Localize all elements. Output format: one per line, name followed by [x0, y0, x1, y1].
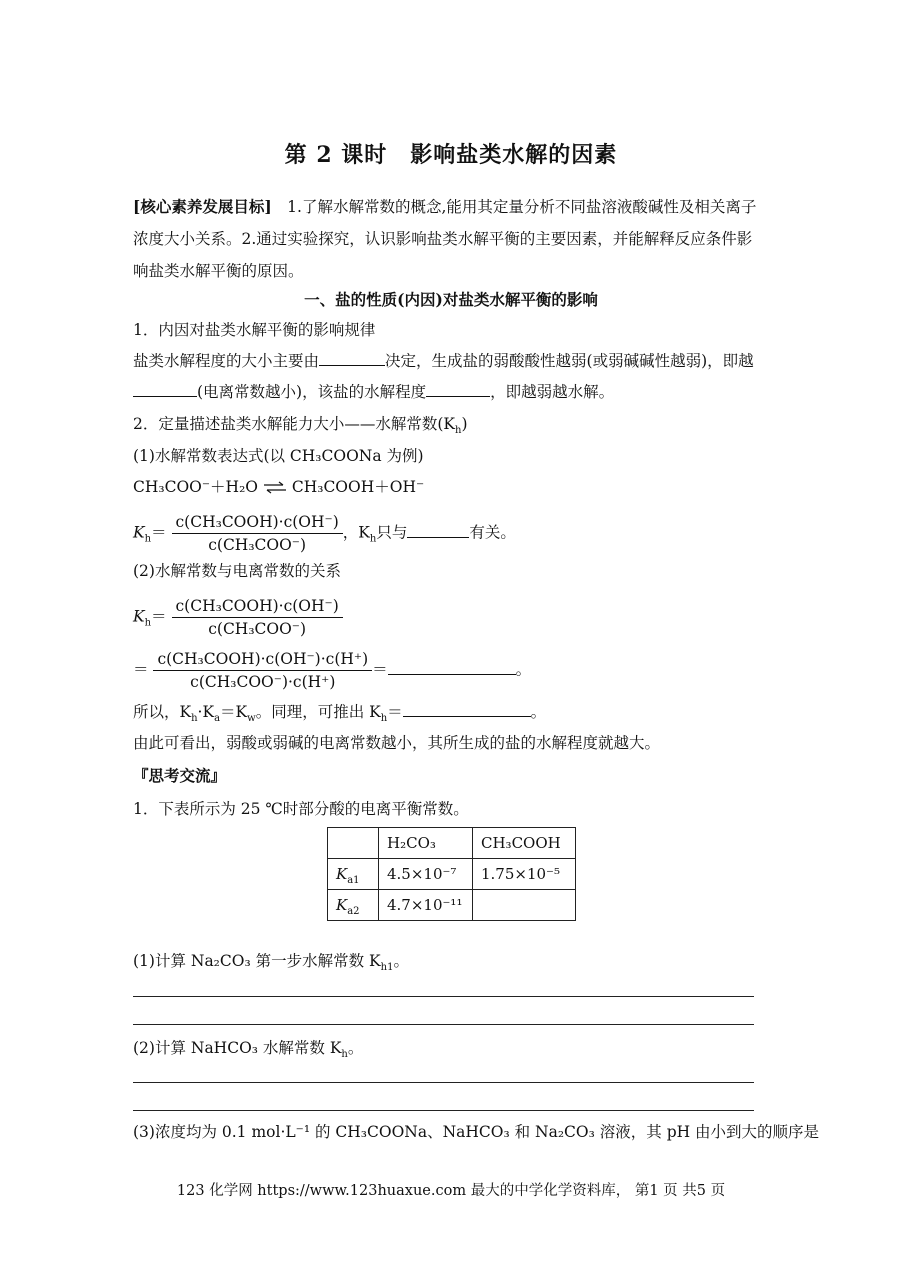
p1-sub: h1 — [380, 962, 394, 974]
kh-symbol: K — [133, 523, 145, 542]
item1-text-b: 决定，生成盐的弱酸酸性越弱(或弱碱碱性越弱)，即越 — [385, 352, 754, 370]
equals-sign: ＝ — [151, 523, 167, 542]
sub-h: h — [191, 713, 198, 725]
kh-fraction-3 — [153, 648, 372, 693]
table-row — [328, 859, 576, 890]
blank-3 — [426, 382, 490, 397]
ka-sub: a2 — [347, 906, 360, 917]
table-row — [328, 890, 576, 921]
equation-right: CH₃COOH＋OH⁻ — [291, 478, 425, 496]
item1-text-c: (电离常数越小)，该盐的水解程度 — [197, 383, 427, 401]
answer-line — [133, 1110, 754, 1111]
goals-line-1 — [133, 197, 756, 217]
blank-5 — [388, 660, 516, 675]
goals-line-3: 响盐类水解平衡的原因。 — [133, 262, 304, 280]
goals-line-2: 浓度大小关系。2.通过实验探究，认识影响盐类水解平衡的主要因素，并能解释反应条件影 — [133, 230, 753, 248]
table-row-label — [328, 890, 379, 921]
table-cell — [473, 890, 576, 921]
table-cell: 4.7×10⁻¹¹ — [379, 890, 473, 921]
kh-only-text-c: 有关。 — [469, 523, 516, 542]
kh-expression-2 — [133, 595, 343, 640]
relation-line — [133, 702, 547, 725]
kh-only-text-a: ，K — [342, 523, 370, 542]
fraction-numerator-3: c(CH₃COOH)·c(OH⁻)·c(H⁺) — [153, 648, 372, 671]
equals-sign-2: ＝ — [151, 607, 167, 626]
ka-symbol: K — [336, 896, 348, 914]
sub-w: w — [247, 713, 256, 725]
page-title: 第 2 课时 影响盐类水解的因素 — [284, 142, 618, 168]
table-header-cell: H₂CO₃ — [379, 828, 473, 859]
goals-text-1: 1.了解水解常数的概念,能用其定量分析不同盐溶液酸碱性及相关离子 — [271, 198, 757, 216]
fraction-numerator-2: c(CH₃COOH)·c(OH⁻) — [172, 595, 343, 618]
table-header-cell — [328, 828, 379, 859]
ionization-constant-table — [327, 827, 576, 921]
hydrolysis-equation — [133, 477, 424, 497]
sub-a: a — [214, 713, 221, 725]
blank-1 — [319, 351, 385, 366]
fraction-denominator-2: c(CH₃COO⁻) — [208, 620, 307, 638]
question-1-part-2 — [133, 1038, 364, 1061]
item2-text: 2．定量描述盐类水解能力大小——水解常数(K — [133, 415, 455, 433]
fraction-denominator: c(CH₃COO⁻) — [208, 536, 307, 554]
item2-title — [133, 414, 468, 437]
think-heading: 『思考交流』 — [133, 766, 227, 785]
kh-fraction-1 — [172, 511, 343, 556]
blank-6 — [403, 702, 531, 717]
fraction-denominator-3: c(CH₃COO⁻)·c(H⁺) — [190, 673, 336, 691]
table-row-label — [328, 859, 379, 890]
p2-text: (2)计算 NaHCO₃ 水解常数 K — [133, 1039, 342, 1057]
p2-sub: h — [341, 1049, 348, 1061]
equilibrium-arrow-icon — [263, 480, 287, 496]
p1-end: 。 — [393, 952, 409, 970]
item1-line-2 — [133, 382, 614, 402]
blank-2 — [133, 382, 197, 397]
page-footer: 123 化学网 https://www.123huaxue.com 最大的中学化学资料库， 第1 页 共5 页 — [176, 1183, 726, 1199]
period-2: 。 — [530, 703, 547, 721]
so-text-a: 所以，K — [133, 703, 192, 721]
period-1: 。 — [515, 660, 532, 679]
sub-h-2: h — [380, 713, 388, 725]
kh-symbol-2: K — [133, 607, 145, 626]
so-text-b: ·K — [197, 703, 215, 721]
question-1-part-1 — [133, 951, 409, 974]
table-cell: 1.75×10⁻⁵ — [473, 859, 576, 890]
goals-label: [核心素养发展目标] — [133, 197, 272, 216]
answer-line — [133, 1082, 754, 1083]
sub1-title: (1)水解常数表达式(以 CH₃COONa 为例) — [133, 447, 424, 465]
kh-only-text-b: 只与 — [376, 523, 408, 542]
item2-sub: h — [455, 425, 462, 437]
item2-end: ) — [461, 415, 468, 433]
kh-expression-1 — [133, 511, 516, 556]
table-header-cell: CH₃COOH — [473, 828, 576, 859]
item1-title: 1．内因对盐类水解平衡的影响规律 — [133, 321, 376, 339]
kh-sub-2: h — [369, 533, 377, 545]
item1-text-d: ，即越弱越水解。 — [490, 383, 615, 401]
so-text-e: ＝ — [387, 703, 403, 721]
ka-symbol: K — [336, 865, 348, 883]
kh-sub-3: h — [144, 617, 152, 629]
item1-text-a: 盐类水解程度的大小主要由 — [133, 352, 320, 370]
question-1: 1．下表所示为 25 ℃时部分酸的电离平衡常数。 — [133, 800, 469, 818]
item1-line-1 — [133, 351, 754, 371]
p2-end: 。 — [347, 1039, 364, 1057]
kh-sub: h — [144, 533, 152, 545]
table-header-row — [328, 828, 576, 859]
equals-sign-4: ＝ — [372, 660, 388, 679]
conclusion: 由此可看出，弱酸或弱碱的电离常数越小，其所生成的盐的水解程度就越大。 — [133, 734, 661, 752]
table-cell: 4.5×10⁻⁷ — [379, 859, 473, 890]
question-1-part-3: (3)浓度均为 0.1 mol·L⁻¹ 的 CH₃COONa、NaHCO₃ 和 Na₂CO₃ 溶液，其 pH 由小到大的顺序是 — [133, 1123, 820, 1141]
so-text-c: ＝K — [220, 703, 248, 721]
fraction-numerator: c(CH₃COOH)·c(OH⁻) — [172, 511, 343, 534]
answer-line — [133, 1024, 754, 1025]
p1-text: (1)计算 Na₂CO₃ 第一步水解常数 K — [133, 952, 381, 970]
blank-4 — [407, 523, 469, 538]
section-heading: 一、盐的性质(内因)对盐类水解平衡的影响 — [304, 290, 598, 309]
equation-left: CH₃COO⁻＋H₂O — [133, 478, 258, 496]
kh-fraction-2 — [172, 595, 343, 640]
answer-line — [133, 996, 754, 997]
kh-expression-3 — [133, 648, 531, 693]
sub2-title: (2)水解常数与电离常数的关系 — [133, 562, 341, 580]
ka-sub: a1 — [347, 875, 360, 886]
so-text-d: 。同理，可推出 K — [255, 703, 381, 721]
equals-sign-3: ＝ — [133, 660, 149, 679]
